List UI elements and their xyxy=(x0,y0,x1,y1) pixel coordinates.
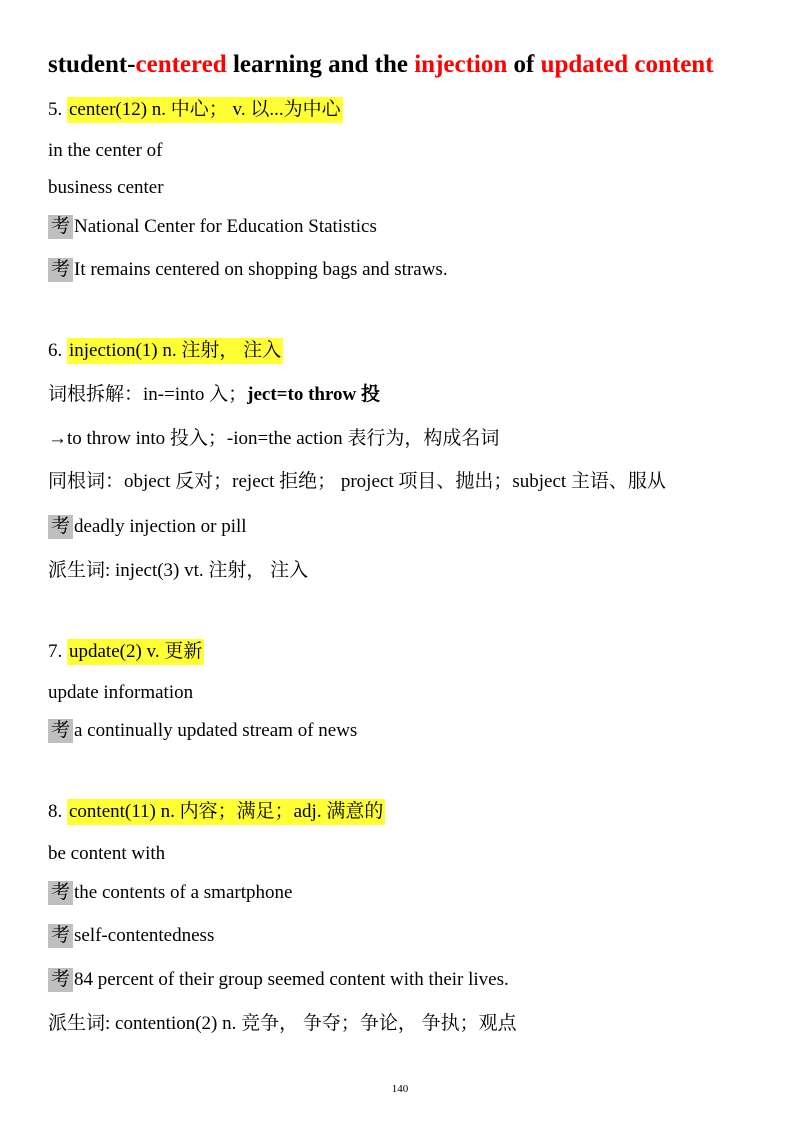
exam-mark-badge: 考 xyxy=(48,881,73,905)
title-part-1: student- xyxy=(48,51,136,78)
example-line: business center xyxy=(48,177,164,198)
headword-highlight: content(11) n. 内容；满足；adj. 满意的 xyxy=(67,799,385,825)
exam-example-line xyxy=(48,515,247,539)
title-part-4: injection xyxy=(414,51,508,78)
root-breakdown-line xyxy=(48,383,380,407)
exam-mark-badge: 考 xyxy=(48,924,73,948)
entry-number: 8. xyxy=(48,801,67,822)
exam-example-text: the contents of a smartphone xyxy=(74,882,293,903)
entry-heading-update xyxy=(48,640,204,664)
title-part-3: learning and the xyxy=(226,51,415,78)
headword-highlight: injection(1) n. 注射， 注入 xyxy=(67,338,283,364)
exam-example-text: self-contentedness xyxy=(74,925,215,946)
root-breakdown-bold: ject=to throw 投 xyxy=(247,384,381,405)
title-part-5: of xyxy=(507,51,541,78)
exam-example-line xyxy=(48,924,214,948)
cognate-words-line: 同根词：object 反对；reject 拒绝； project 项目、抛出；subject 主语、服从 xyxy=(48,471,666,492)
example-line: be content with xyxy=(48,843,166,864)
example-line: in the center of xyxy=(48,140,163,161)
exam-example-line xyxy=(48,215,377,239)
page-title xyxy=(48,50,714,80)
exam-mark-badge: 考 xyxy=(48,719,73,743)
title-part-2: centered xyxy=(135,51,227,78)
exam-example-line xyxy=(48,968,509,992)
root-meaning-line: →to throw into 投入；-ion=the action 表行为，构成名词 xyxy=(48,428,500,449)
root-breakdown-text: 词根拆解：in-=into 入； xyxy=(48,384,248,405)
title-part-6: updated content xyxy=(540,51,714,78)
headword-highlight: update(2) v. 更新 xyxy=(67,639,204,665)
exam-mark-badge: 考 xyxy=(48,258,73,282)
exam-example-text: It remains centered on shopping bags and straws. xyxy=(74,259,448,280)
exam-example-text: National Center for Education Statistics xyxy=(74,216,377,237)
entry-heading-content xyxy=(48,800,385,824)
exam-example-text: deadly injection or pill xyxy=(74,516,247,537)
exam-example-line xyxy=(48,881,292,905)
entry-heading-injection xyxy=(48,339,283,363)
exam-example-text: a continually updated stream of news xyxy=(74,720,358,741)
entry-number: 6. xyxy=(48,340,67,361)
derivative-line: 派生词: contention(2) n. 竞争， 争夺；争论， 争执；观点 xyxy=(48,1013,517,1034)
entry-heading-center xyxy=(48,98,343,122)
exam-example-line xyxy=(48,719,357,743)
derivative-line: 派生词: inject(3) vt. 注射， 注入 xyxy=(48,560,309,581)
exam-example-text: 84 percent of their group seemed content with their lives. xyxy=(74,969,509,990)
headword-highlight: center(12) n. 中心； v. 以...为中心 xyxy=(67,97,343,123)
exam-mark-badge: 考 xyxy=(48,215,73,239)
entry-number: 5. xyxy=(48,99,67,120)
exam-mark-badge: 考 xyxy=(48,968,73,992)
entry-number: 7. xyxy=(48,641,67,662)
exam-example-line xyxy=(48,258,448,282)
exam-mark-badge: 考 xyxy=(48,515,73,539)
page-number: 140 xyxy=(391,1083,409,1095)
example-line: update information xyxy=(48,682,194,703)
